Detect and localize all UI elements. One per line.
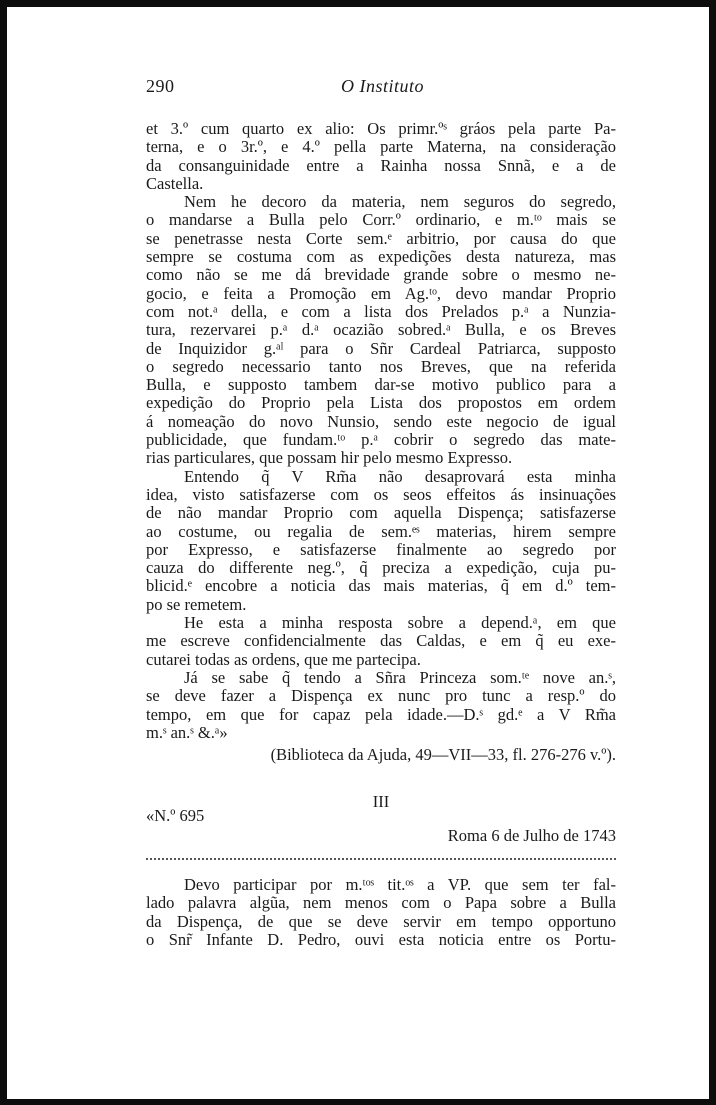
- text-line: Nem he decoro da materia, nem seguros do segredo,: [184, 192, 616, 212]
- text-line: Castella.: [146, 173, 204, 193]
- dotted-separator: [146, 858, 616, 860]
- text-line: tura, rezervarei p.ᵃ d.ᵃ ocazião sobred.ᵃ Bulla, e os Breves: [146, 320, 616, 340]
- text-line: ao costume, ou regalia de sem.ᵉˢ materias, hirem sempre: [146, 521, 616, 541]
- document-number: «N.º 695: [146, 806, 205, 825]
- text-line: et 3.º cum quarto ex alio: Os primr.ºˢ gráos pela parte Pa-: [146, 119, 616, 138]
- text-line: gocio, e feita a Promoção em Ag.ᵗᵒ, devo mandar Proprio: [146, 283, 616, 303]
- text-line: da consanguinidade entre a Rainha nossa Snnã, e a de: [146, 155, 616, 175]
- text-line: como não se me dá brevidade grande sobre o mesmo ne-: [146, 265, 616, 285]
- page-header: [146, 76, 616, 100]
- text-line: Já se sabe q̃ tendo a Sñra Princeza som.ᵗᵉ nove an.ˢ,: [184, 667, 616, 687]
- body-text: [146, 120, 616, 764]
- text-line: terna, e o 3r.º, e 4.º pella parte Materna, na consideração: [146, 137, 616, 157]
- letter-line: da Dispença, de que se deve servir em tempo opportuno: [146, 911, 616, 931]
- text-line: o segredo necessario tanto nos Breves, que na referida: [146, 356, 616, 376]
- text-line: Entendo q̃ V Rm̃a não desaprovará esta minha: [184, 466, 616, 486]
- page-number: 290: [146, 76, 175, 96]
- text-line: cutarei todas as ordens, que me partecipa.: [146, 649, 421, 669]
- text-line: o mandarse a Bulla pelo Corr.º ordinario, e m.ᵗᵒ mais se: [146, 210, 616, 230]
- text-line: sempre se costuma com as expedições desta natureza, mas: [146, 247, 616, 267]
- text-line: de Inquizidor g.ᵃˡ para o Sñr Cardeal Patriarca, supposto: [146, 338, 616, 358]
- text-line: He esta a minha resposta sobre a depend.ᵃ, em que: [184, 613, 616, 633]
- text-line: com not.ᵃ della, e com a lista dos Prelados p.ᵃ a Nunzia-: [146, 301, 616, 321]
- document-date: Roma 6 de Julho de 1743: [447, 826, 616, 845]
- text-line: por Expresso, e satisfazerse finalmente ao segredo por: [146, 539, 616, 559]
- running-title: O Instituto: [341, 76, 425, 96]
- text-line: cauza do differente neg.º, q̃ preciza a expedição, cuja pu-: [146, 558, 616, 578]
- text-line: blicid.ᵉ encobre a noticia das mais materias, q̃ em d.º tem-: [146, 576, 616, 596]
- text-line: se penetrasse nesta Corte sem.ᵉ arbitrio, por causa do que: [146, 228, 616, 248]
- text-line: rias particulares, que possam hir pelo mesmo Expresso.: [146, 448, 513, 468]
- text-line: expedição do Proprio pela Lista dos propostos em ordem: [146, 393, 616, 413]
- text-line: (Biblioteca da Ajuda, 49—VII—33, fl. 276-276 v.º).: [270, 745, 616, 765]
- letter-line: o Snr̃ Infante D. Pedro, ouvi esta noticia entre os Portu-: [146, 929, 616, 949]
- text-line: idea, visto satisfazerse com os seos effeitos ás insinuações: [146, 484, 616, 504]
- text-line: se deve fazer a Dispença ex nunc pro tunc a resp.º do: [146, 686, 616, 706]
- text-line: de não mandar Proprio com aquella Dispença; satisfazerse: [146, 503, 616, 523]
- letter-text: [146, 876, 616, 949]
- text-line: Bulla, e supposto tambem dar-se motivo publico para a: [146, 375, 616, 395]
- text-line: me escreve confidencialmente das Caldas, e em q̃ eu exe-: [146, 631, 616, 651]
- section-numeral: III: [372, 792, 390, 811]
- text-line: tempo, em que for capaz pela idade.—D.ˢ gd.ᵉ a V Rm̃a: [146, 704, 616, 724]
- letter-line: Devo participar por m.ᵗᵒˢ tit.ᵒˢ a VP. que sem ter fal-: [184, 875, 616, 894]
- text-line: m.ˢ an.ˢ &.ᵃ»: [146, 722, 228, 742]
- text-line: po se remetem.: [146, 594, 247, 614]
- text-line: publicidade, que fundam.ᵗᵒ p.ᵃ cobrir o segredo das mate-: [146, 430, 616, 450]
- letter-line: lado palavra algũa, nem menos com o Papa sobre a Bulla: [146, 893, 616, 913]
- text-line: á nomeação do novo Nunsio, sendo este negocio de igual: [146, 411, 616, 431]
